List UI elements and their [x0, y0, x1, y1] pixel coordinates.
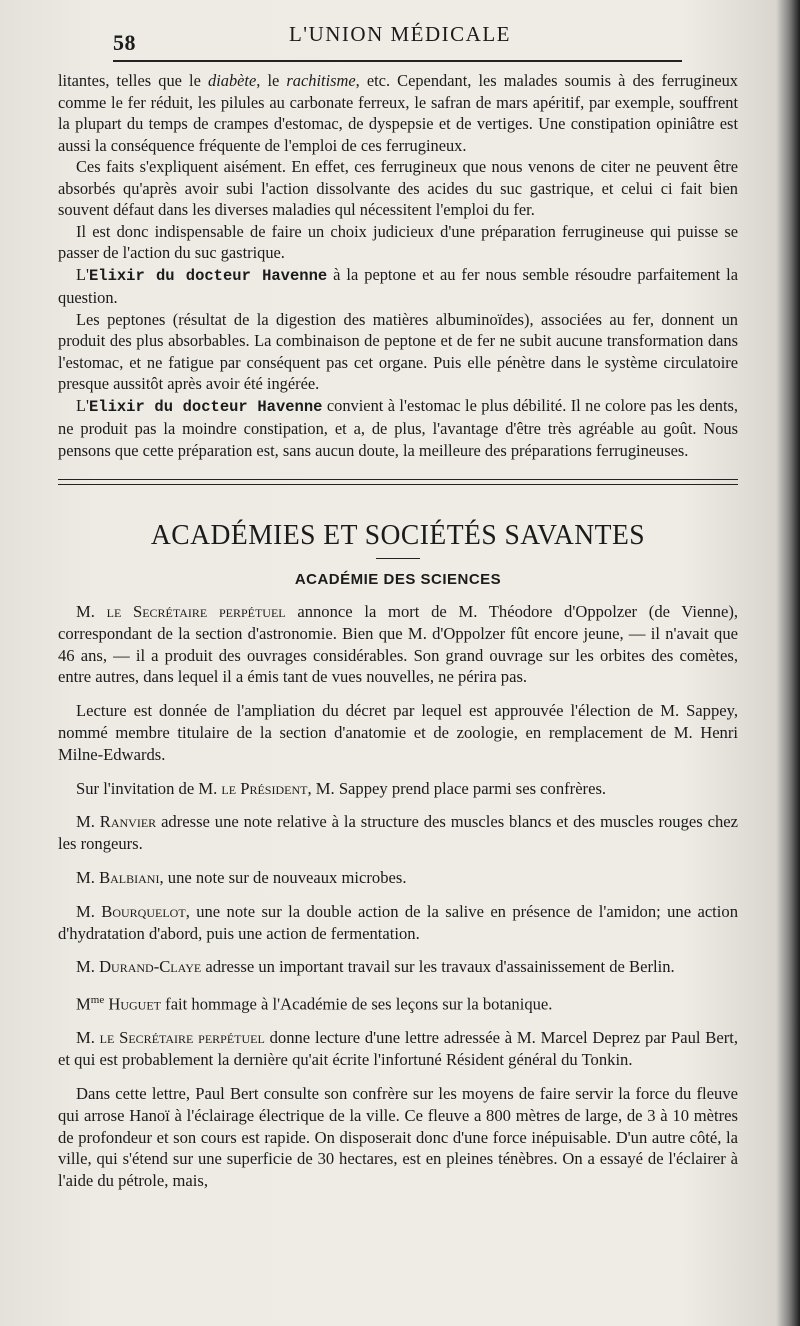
text-run: adresse une note relative à la structure des muscles blancs et des muscles rouges chez les rongeurs.	[58, 812, 738, 854]
italic-term: diabète	[208, 71, 257, 90]
text-run: M.	[76, 901, 102, 921]
report-paragraph	[58, 1027, 738, 1071]
report-paragraph	[58, 601, 738, 688]
page-number: 58	[113, 30, 136, 55]
text-run: annonce la mort de M. Théodore d'Oppolzer (de Vienne), correspondant de la section d'astronomie. Bien que M. d'Oppolzer fût encore jeune, — il n'avait que 46 ans, — il a produit des ouvrages considérables. Son grand ouvrage sur les orbites des comètes, entre autres, dans lequel il a émis tant de vues nouvelles, ne périra pas.	[58, 602, 738, 687]
page-content	[58, 70, 738, 1192]
report-paragraph: Dans cette lettre, Paul Bert consulte son confrère sur les moyens de faire servir la force du fleuve qui arrose Hanoï à l'éclairage électrique de la ville. Ce fleuve a 800 mètres de large, de 3 à 10 mètres de profondeur et son cours est rapide. On disposerait donc d'une force inépuisable. D'un autre côté, la ville, qui s'étend sur une superficie de 30 hectares, est en pleines ténèbres. On a essayé de l'éclairer à l'aide du pétrole, mais,	[58, 1084, 738, 1191]
page-header	[58, 0, 742, 55]
article-paragraph: Il est donc indispensable de faire un choix judicieux d'une préparation ferrugineuse qui puisse se passer de l'action du suc gastrique.	[58, 221, 738, 262]
text-run: adresse un important travail sur les travaux d'assainissement de Berlin.	[201, 957, 675, 977]
superscript: me	[90, 994, 105, 1007]
text-run: M.	[76, 867, 100, 887]
article-paragraph: Ces faits s'expliquent aisément. En effet, ces ferrugineux que nous venons de citer ne peuvent être absorbés qu'après avoir subi l'action dissolvante des acides du suc gastrique, et celui ci fait bien souvent défaut dans les diverses maladies qul nécessitent l'emploi du fer.	[58, 157, 738, 219]
product-name: Elixir du docteur Havenne	[88, 266, 328, 285]
text-run: fait hommage à l'Académie de ses leçons sur la botanique.	[161, 994, 553, 1014]
text-run: M.	[76, 812, 100, 832]
report-paragraph	[58, 778, 738, 800]
report-paragraph: Lecture est donnée de l'ampliation du décret par lequel est approuvée l'élection de M. Sappey, nommé membre titulaire de la section d'anatomie et de zoologie, en remplacement de M. Henri Milne-Edwards.	[58, 701, 738, 764]
speaker-name: Durand-Claye	[99, 957, 202, 977]
report-paragraph	[58, 956, 738, 978]
article-paragraph	[58, 70, 738, 156]
report-paragraph	[58, 901, 738, 945]
academie-report	[58, 601, 738, 1192]
speaker-name: M. le Secrétaire perpétuel	[76, 1028, 265, 1048]
report-paragraph	[58, 867, 738, 889]
article-paragraph	[58, 264, 738, 309]
article-paragraph	[58, 395, 738, 462]
text-run: à la peptone et au fer nous semble résoudre parfaitement la question.	[58, 264, 738, 307]
report-paragraph	[58, 990, 738, 1015]
speaker-name: Huguet	[104, 994, 162, 1014]
text-run: , une note sur de nouveaux microbes.	[159, 867, 407, 887]
text-run: M.	[76, 957, 100, 977]
scan-edge	[790, 0, 800, 1326]
product-name: Elixir du docteur Havenne	[88, 397, 323, 416]
text-run: , une note sur la double action de la salive en présence de l'amidon; une action d'hydratation d'abord, puis une action de fermentation.	[58, 901, 738, 943]
section-title: ACADÉMIES ET SOCIÉTÉS SAVANTES	[150, 519, 646, 551]
text-run: , M. Sappey prend place parmi ses confrères.	[307, 778, 607, 798]
text-run: Sur l'invitation de M.	[76, 778, 222, 798]
speaker-name: le Président	[221, 778, 308, 798]
text-run: L'	[76, 395, 89, 415]
header-rule	[113, 60, 682, 62]
text-run: , etc. Cependant, les malades soumis à des ferrugineux comme le fer réduit, les pilules au carbonate ferreux, le safran de mars apéritif, par exemple, souffrent la plupart du temps de crampes d'estomac, de dyspepsie et de vertiges. Une constipation opiniâtre est aussi la conséquence fréquente de l'emploi de ces ferrugineux.	[58, 71, 738, 155]
article-paragraph: Les peptones (résultat de la digestion des matières albuminoïdes), associées au fer, donnent un produit des plus absorbables. La combinaison de peptone et de fer ne subit aucune transformation dans l'estomac, et ne fatigue par conséquent pas cet organe. Puis elle pénètre dans le système circulatoire presque aussitôt après avoir été ingérée.	[58, 309, 738, 393]
report-paragraph	[58, 811, 738, 855]
speaker-name: Bourquelot	[101, 901, 186, 921]
text-run: , le	[256, 71, 287, 90]
text-run: convient à l'estomac le plus débilité. Il ne colore pas les dents, ne produit pas la moindre constipation, et a, de plus, l'avantage d'être très agréable au goût. Nous pensons que cette préparation est, sans aucun doute, la meilleure des préparations ferrugineuses.	[58, 395, 738, 460]
text-run: L'	[76, 264, 89, 284]
text-run: M	[76, 994, 91, 1014]
speaker-name: Ranvier	[99, 812, 157, 832]
title-underline	[376, 558, 420, 559]
text-run: donne lecture d'une lettre adressée à M. Marcel Deprez par Paul Bert, et qui est probablement la dernière qu'ait écrite l'infortuné Résident général du Tonkin.	[58, 1028, 738, 1070]
speaker-name: M. le Secrétaire perpétuel	[76, 602, 286, 621]
section-divider	[58, 479, 738, 485]
section-subtitle: ACADÉMIE DES SCIENCES	[294, 571, 502, 588]
speaker-name: Balbiani	[99, 867, 160, 887]
text-run: litantes, telles que le	[58, 71, 208, 90]
journal-title: L'UNION MÉDICALE	[288, 22, 511, 46]
article-elixir	[58, 70, 738, 461]
italic-term: rachitisme	[286, 71, 356, 90]
